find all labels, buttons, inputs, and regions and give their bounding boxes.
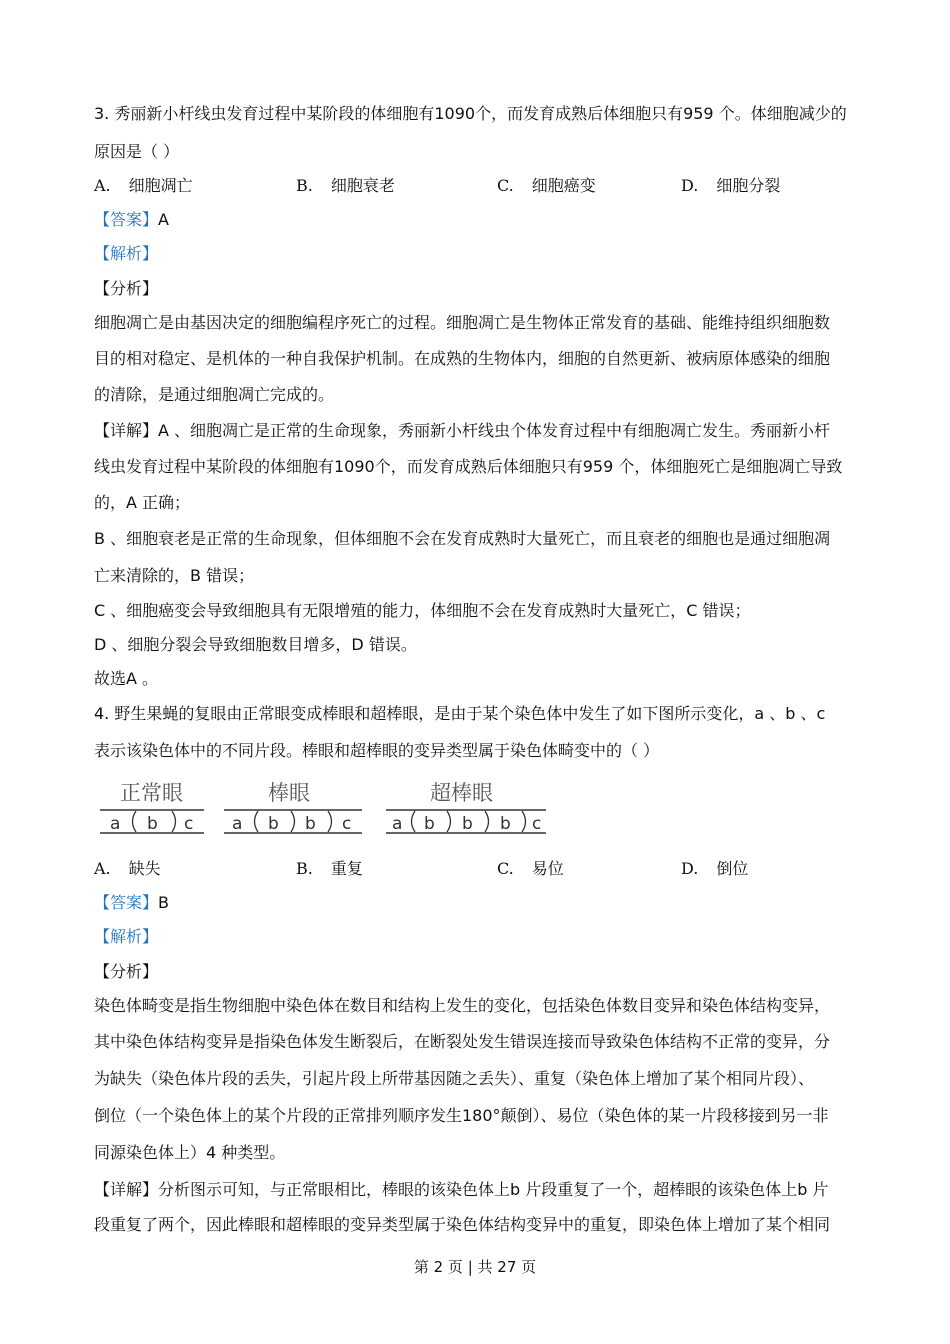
segment-c: c	[342, 814, 352, 834]
q4-fenxi-line: 同源染色体上）4 种类型。	[94, 1143, 286, 1162]
q3-xiangjie-line: D 、细胞分裂会导致细胞数目增多，D 错误。	[94, 635, 417, 654]
q3-conclusion: 故选A 。	[94, 669, 159, 688]
q3-option-c: C. 细胞癌变	[497, 176, 596, 195]
segment-a: a	[232, 814, 243, 834]
q3-xiangjie-line: B 、细胞衰老是正常的生命现象，但体细胞不会在发育成熟时大量死亡，而且衰老的细胞也是通过细胞凋	[94, 529, 831, 548]
q3-fenxi-line: 的清除，是通过细胞凋亡完成的。	[94, 385, 335, 404]
q3-option-d: D. 细胞分裂	[681, 176, 781, 195]
segment-b: b	[268, 814, 279, 834]
q4-jiexi-heading: 【解析】	[94, 927, 159, 946]
q4-fenxi-line: 为缺失（染色体片段的丢失，引起片段上所带基因随之丢失）、重复（染色体上增加了某个相同片段）、	[94, 1069, 815, 1088]
segment-a: a	[392, 814, 403, 834]
q3-fenxi-line: 细胞凋亡是由基因决定的细胞编程序死亡的过程。细胞凋亡是生物体正常发育的基础、能维持组织细胞数	[94, 313, 831, 332]
segment-b: b	[147, 814, 158, 834]
q3-jiexi-heading: 【解析】	[94, 244, 159, 263]
q3-xiangjie-line: C 、细胞癌变会导致细胞具有无限增殖的能力，体细胞不会在发育成熟时大量死亡，C 错误；	[94, 601, 751, 620]
segment-b: b	[500, 814, 511, 834]
q3-fenxi-line: 目的相对稳定、是机体的一种自我保护机制。在成熟的生物体内，细胞的自然更新、被病原体感染的细胞	[94, 349, 831, 368]
q4-xiangjie-line: 段重复了两个，因此棒眼和超棒眼的变异类型属于染色体结构变异中的重复，即染色体上增加了某个相同	[94, 1215, 831, 1234]
page-footer: 第 2 页 | 共 27 页	[413, 1258, 537, 1276]
q4-fenxi-heading: 【分析】	[94, 962, 159, 981]
q3-option-a: A. 细胞凋亡	[94, 176, 193, 195]
q3-stem-line-2: 原因是（ ）	[94, 142, 180, 161]
q3-answer: 【答案】A	[94, 210, 169, 229]
segment-b: b	[462, 814, 473, 834]
figure-label-super-bar: 超棒眼	[430, 781, 493, 805]
q3-xiangjie-line: 的，A 正确；	[94, 493, 191, 512]
segment-b: b	[424, 814, 435, 834]
q4-option-d: D. 倒位	[681, 859, 749, 878]
chromosome-figure	[96, 776, 556, 842]
segment-b: b	[305, 814, 316, 834]
q4-fenxi-line: 倒位（一个染色体上的某个片段的正常排列顺序发生180°颠倒）、易位（染色体的某一片段移接到另一非	[94, 1106, 829, 1125]
figure-label-bar: 棒眼	[268, 781, 310, 805]
q4-xiangjie-line: 【详解】分析图示可知，与正常眼相比，棒眼的该染色体上b 片段重复了一个，超棒眼的该染色体上b 片	[94, 1180, 829, 1199]
q4-fenxi-line: 其中染色体结构变异是指染色体发生断裂后，在断裂处发生错误连接而导致染色体结构不正常的变异，分	[94, 1032, 831, 1051]
q4-stem-line-2: 表示该染色体中的不同片段。棒眼和超棒眼的变异类型属于染色体畸变中的（ ）	[94, 741, 660, 760]
q3-fenxi-heading: 【分析】	[94, 279, 159, 298]
q3-xiangjie-line: 【详解】A 、细胞凋亡是正常的生命现象，秀丽新小杆线虫个体发育过程中有细胞凋亡发生。秀丽新小杆	[94, 421, 831, 440]
q3-option-b: B. 细胞衰老	[296, 176, 395, 195]
q4-answer: 【答案】B	[94, 893, 169, 912]
q4-option-a: A. 缺失	[94, 859, 161, 878]
q4-fenxi-line: 染色体畸变是指生物细胞中染色体在数目和结构上发生的变化，包括染色体数目变异和染色体结构变异，	[94, 996, 831, 1015]
segment-a: a	[110, 814, 121, 834]
figure-label-normal: 正常眼	[120, 781, 183, 805]
q4-option-b: B. 重复	[296, 859, 363, 878]
segment-c: c	[532, 814, 542, 834]
q4-stem-line-1: 4. 野生果蝇的复眼由正常眼变成棒眼和超棒眼，是由于某个染色体中发生了如下图所示变化，a 、b 、c	[94, 704, 826, 723]
q3-xiangjie-line: 线虫发育过程中某阶段的体细胞有1090个，而发育成熟后体细胞只有959 个，体细胞死亡是细胞凋亡导致	[94, 457, 843, 476]
q3-stem-line-1: 3. 秀丽新小杆线虫发育过程中某阶段的体细胞有1090个，而发育成熟后体细胞只有959 个。体细胞减少的	[94, 104, 847, 123]
segment-c: c	[184, 814, 194, 834]
normal-eye-figure	[100, 781, 204, 834]
bar-eye-figure	[224, 781, 362, 834]
q3-xiangjie-line: 亡来清除的，B 错误；	[94, 566, 255, 585]
q4-option-c: C. 易位	[497, 859, 564, 878]
super-bar-eye-figure	[386, 781, 546, 834]
